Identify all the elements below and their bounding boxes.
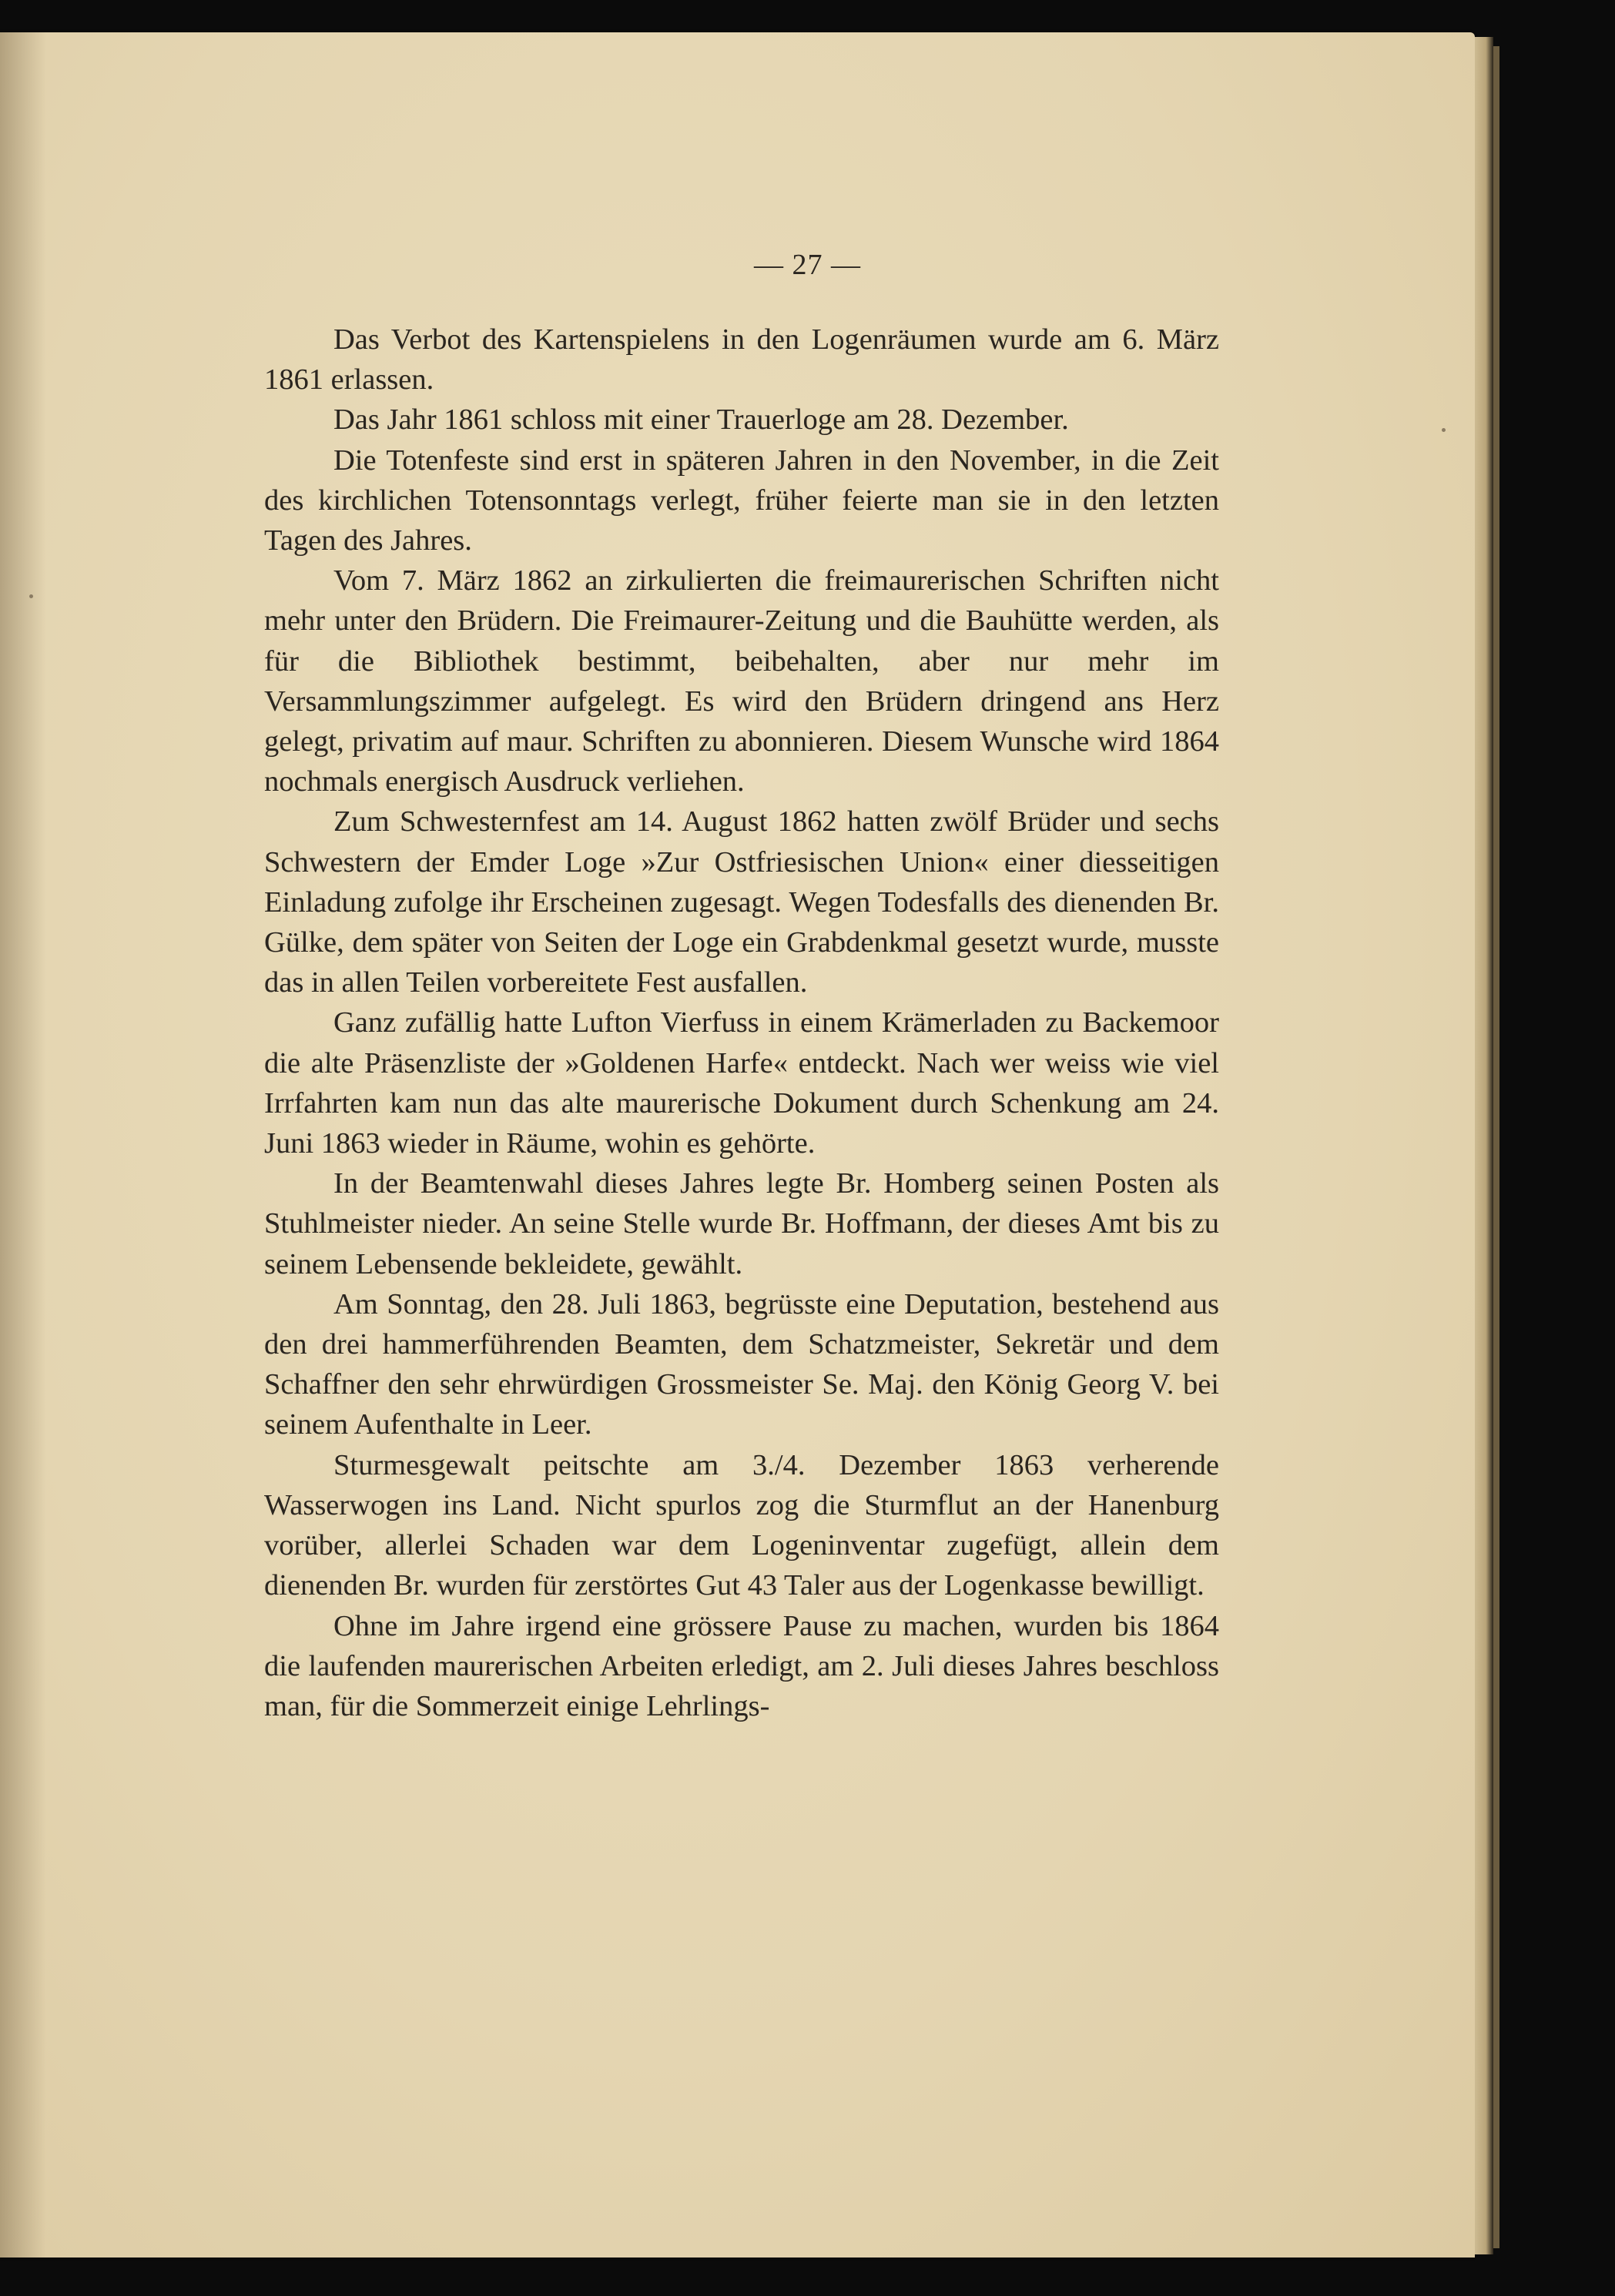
paragraph-1: Das Verbot des Kartenspielens in den Logenräumen wurde am 6. März 1861 erlassen. (264, 323, 1219, 397)
paragraph-3: Die Totenfeste sind erst in späteren Jahren in den November, in die Zeit des kirchlichen Totensonntags verlegt, früher feierte man sie in den letzten Tagen des Jahres. (264, 443, 1219, 557)
paragraph-6: Ganz zufällig hatte Lufton Vierfuss in einem Krämerladen zu Backemoor die alte Präsenzliste der »Goldenen Harfe« entdeckt. Nach wer weiss wie viel Irrfahrten kam nun das alte maurerische Dokument durch Schenkung am 24. Juni 1863 wieder in Räume, wohin es gehörte. (264, 1006, 1219, 1160)
page-edge-inner (1493, 46, 1499, 2248)
paragraph-2: Das Jahr 1861 schloss mit einer Trauerloge am 28. Dezember. (333, 403, 1069, 437)
paragraph-4: Vom 7. März 1862 an zirkulierten die freimaurerischen Schriften nicht mehr unter den Brüdern. Die Freimaurer-Zeitung und die Bauhütte werden, als für die Bibliothek bestimmt, beibehalten, aber nur mehr im Versammlungszimmer aufgelegt. Es wird den Brüdern dringend ans Herz gelegt, privatim auf maur. Schriften zu abonnieren. Diesem Wunsche wird 1864 nochmals energisch Ausdruck verliehen. (264, 564, 1219, 798)
paragraph-9: Sturmesgewalt peitschte am 3./4. Dezember 1863 verherende Wasserwogen ins Land. Nicht spurlos zog die Sturmflut an der Hanenburg vorüber, allerlei Schaden war dem Logeninventar zugefügt, allein dem dienenden Br. wurden für zerstörtes Gut 43 Taler aus der Logenkasse bewilligt. (264, 1448, 1219, 1602)
paper-speck (29, 594, 33, 598)
gutter-shadow (0, 32, 46, 2258)
page-edge (1475, 37, 1493, 2254)
page-number: — 27 — (754, 249, 861, 281)
paragraph-10: Ohne im Jahre irgend eine grössere Pause zu machen, wurden bis 1864 die laufenden maurerischen Arbeiten erledigt, am 2. Juli dieses Jahres beschloss man, für die Sommerzeit einige Lehrlings- (264, 1609, 1219, 1722)
paper-speck (1442, 428, 1446, 432)
paragraph-8: Am Sonntag, den 28. Juli 1863, begrüsste eine Deputation, bestehend aus den drei hammerführenden Beamten, dem Schatzmeister, Sekretär und dem Schaffner den sehr ehrwürdigen Grossmeister Se. Maj. den König Georg V. bei seinem Aufenthalte in Leer. (264, 1287, 1219, 1441)
paragraph-5: Zum Schwesternfest am 14. August 1862 hatten zwölf Brüder und sechs Schwestern der Emder Loge »Zur Ostfriesischen Union« einer diesseitigen Einladung zufolge ihr Erscheinen zugesagt. Wegen Todesfalls des dienenden Br. Gülke, dem später von Seiten der Loge ein Grabdenkmal gesetzt wurde, musste das in allen Teilen vorbereitete Fest ausfallen. (264, 805, 1219, 999)
paragraph-7: In der Beamtenwahl dieses Jahres legte Br. Homberg seinen Posten als Stuhlmeister nieder. An seine Stelle wurde Br. Hoffmann, der dieses Amt bis zu seinem Lebensende bekleidete, gewählt. (264, 1167, 1219, 1280)
body-text (264, 320, 1219, 1726)
